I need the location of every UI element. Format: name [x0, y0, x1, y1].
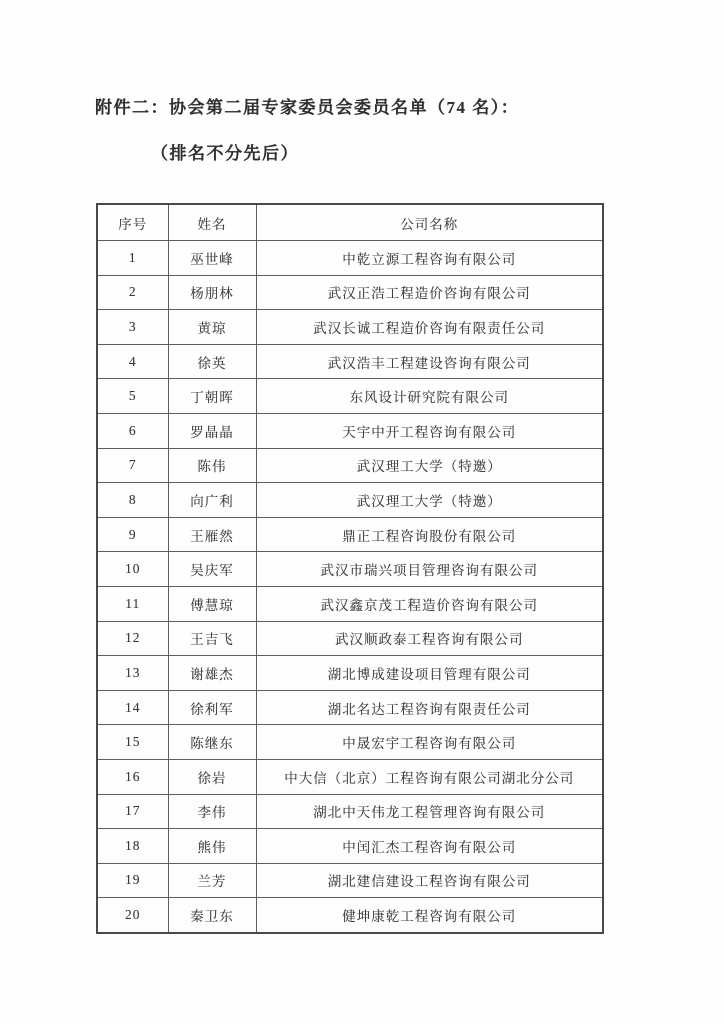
cell-serial-number: 20 — [97, 898, 168, 933]
table-row — [97, 379, 603, 414]
cell-serial-number: 2 — [97, 275, 168, 310]
cell-serial-number: 4 — [97, 344, 168, 379]
table-header — [97, 204, 603, 241]
cell-company-name: 湖北博成建设项目管理有限公司 — [256, 656, 603, 691]
cell-company-name: 武汉理工大学（特邀） — [256, 448, 603, 483]
cell-serial-number: 10 — [97, 552, 168, 587]
cell-member-name: 陈继东 — [168, 725, 256, 760]
cell-serial-number: 15 — [97, 725, 168, 760]
cell-serial-number: 6 — [97, 413, 168, 448]
cell-company-name: 武汉理工大学（特邀） — [256, 483, 603, 518]
attachment-title: 附件二：协会第二届专家委员会委员名单（74 名）： — [95, 98, 520, 117]
table-row — [97, 413, 603, 448]
header-name: 姓名 — [168, 204, 256, 241]
cell-company-name: 湖北中天伟龙工程管理咨询有限公司 — [256, 794, 603, 829]
cell-member-name: 徐利军 — [168, 690, 256, 725]
cell-member-name: 傅慧琼 — [168, 586, 256, 621]
cell-serial-number: 11 — [97, 586, 168, 621]
cell-member-name: 徐英 — [168, 344, 256, 379]
cell-serial-number: 1 — [97, 241, 168, 276]
table-row — [97, 344, 603, 379]
cell-member-name: 巫世峰 — [168, 241, 256, 276]
cell-company-name: 湖北名达工程咨询有限责任公司 — [256, 690, 603, 725]
table-row — [97, 241, 603, 276]
cell-company-name: 武汉长诚工程造价咨询有限责任公司 — [256, 310, 603, 345]
cell-serial-number: 14 — [97, 690, 168, 725]
cell-member-name: 谢雄杰 — [168, 656, 256, 691]
table-row — [97, 517, 603, 552]
cell-member-name: 徐岩 — [168, 759, 256, 794]
table-row — [97, 483, 603, 518]
cell-serial-number: 13 — [97, 656, 168, 691]
table-row — [97, 310, 603, 345]
cell-member-name: 王吉飞 — [168, 621, 256, 656]
table-row — [97, 829, 603, 864]
cell-company-name: 鼎正工程咨询股份有限公司 — [256, 517, 603, 552]
cell-company-name: 东风设计研究院有限公司 — [256, 379, 603, 414]
table-row — [97, 690, 603, 725]
cell-company-name: 健坤康乾工程咨询有限公司 — [256, 898, 603, 933]
table-row — [97, 794, 603, 829]
cell-member-name: 秦卫东 — [168, 898, 256, 933]
cell-serial-number: 12 — [97, 621, 168, 656]
table-row — [97, 586, 603, 621]
cell-company-name: 中大信（北京）工程咨询有限公司湖北分公司 — [256, 759, 603, 794]
cell-serial-number: 19 — [97, 863, 168, 898]
table-row — [97, 863, 603, 898]
table-body — [97, 241, 603, 933]
table-row — [97, 448, 603, 483]
cell-member-name: 罗晶晶 — [168, 413, 256, 448]
cell-member-name: 李伟 — [168, 794, 256, 829]
header-serial-number: 序号 — [97, 204, 168, 241]
table-row — [97, 552, 603, 587]
cell-member-name: 王雁然 — [168, 517, 256, 552]
cell-company-name: 湖北建信建设工程咨询有限公司 — [256, 863, 603, 898]
table-row — [97, 759, 603, 794]
cell-company-name: 武汉顺政泰工程咨询有限公司 — [256, 621, 603, 656]
table-header-row — [97, 204, 603, 241]
cell-serial-number: 5 — [97, 379, 168, 414]
members-table — [96, 203, 604, 934]
table-row — [97, 656, 603, 691]
table-row — [97, 898, 603, 933]
cell-member-name: 吴庆军 — [168, 552, 256, 587]
header-company-name: 公司名称 — [256, 204, 603, 241]
cell-serial-number: 7 — [97, 448, 168, 483]
cell-company-name: 武汉正浩工程造价咨询有限公司 — [256, 275, 603, 310]
cell-company-name: 中闰汇杰工程咨询有限公司 — [256, 829, 603, 864]
table-row — [97, 725, 603, 760]
cell-member-name: 杨朋林 — [168, 275, 256, 310]
cell-serial-number: 8 — [97, 483, 168, 518]
cell-member-name: 丁朝晖 — [168, 379, 256, 414]
cell-serial-number: 16 — [97, 759, 168, 794]
cell-serial-number: 3 — [97, 310, 168, 345]
cell-serial-number: 18 — [97, 829, 168, 864]
cell-company-name: 天宇中开工程咨询有限公司 — [256, 413, 603, 448]
cell-serial-number: 9 — [97, 517, 168, 552]
table-row — [97, 275, 603, 310]
cell-member-name: 黄琼 — [168, 310, 256, 345]
cell-member-name: 兰芳 — [168, 863, 256, 898]
attachment-subtitle: （排名不分先后） — [151, 144, 299, 163]
table-row — [97, 621, 603, 656]
cell-company-name: 武汉市瑞兴项目管理咨询有限公司 — [256, 552, 603, 587]
cell-company-name: 武汉鑫京茂工程造价咨询有限公司 — [256, 586, 603, 621]
cell-serial-number: 17 — [97, 794, 168, 829]
cell-member-name: 陈伟 — [168, 448, 256, 483]
cell-member-name: 熊伟 — [168, 829, 256, 864]
cell-member-name: 向广利 — [168, 483, 256, 518]
cell-company-name: 中晟宏宇工程咨询有限公司 — [256, 725, 603, 760]
cell-company-name: 武汉浩丰工程建设咨询有限公司 — [256, 344, 603, 379]
cell-company-name: 中乾立源工程咨询有限公司 — [256, 241, 603, 276]
